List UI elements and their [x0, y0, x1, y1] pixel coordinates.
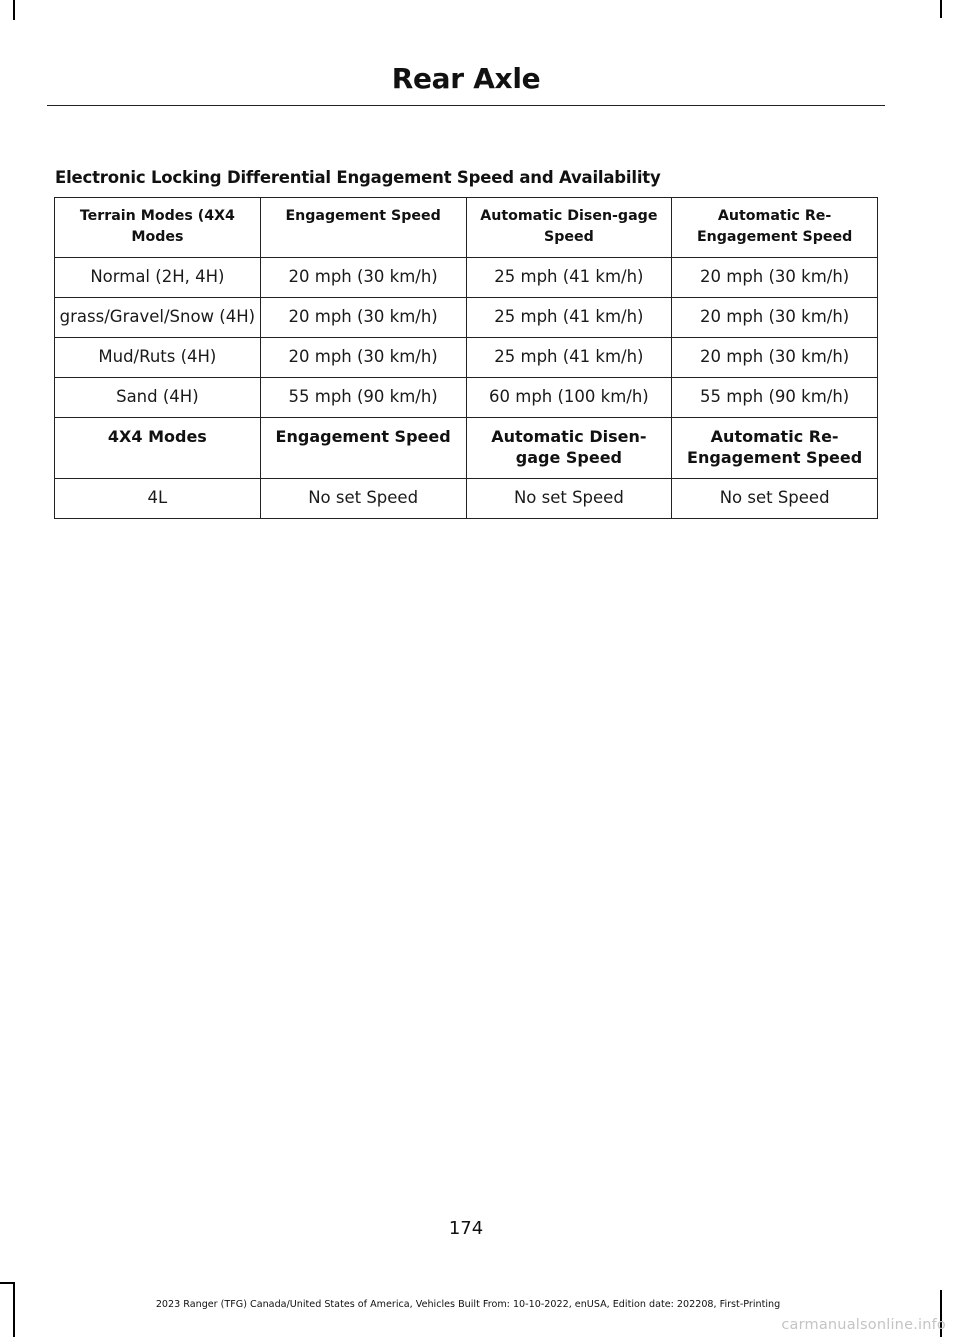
section-heading: Electronic Locking Differential Engagement Speed and Availability: [55, 168, 661, 187]
table-cell: 4L: [55, 479, 261, 519]
table-cell: No set Speed: [260, 479, 466, 519]
table-row: [55, 338, 878, 378]
table-subheader-row: [55, 418, 878, 479]
column-header-reengagement-speed: Automatic Re-Engagement Speed: [672, 418, 878, 479]
column-header-disengage-speed: Automatic Disen-gage Speed: [466, 198, 672, 258]
table-cell: 20 mph (30 km/h): [672, 298, 878, 338]
table-cell: 25 mph (41 km/h): [466, 258, 672, 298]
table-cell: 20 mph (30 km/h): [672, 338, 878, 378]
table-cell: 60 mph (100 km/h): [466, 378, 672, 418]
crop-mark-top-left: [13, 0, 15, 20]
column-header-4x4-modes: 4X4 Modes: [55, 418, 261, 479]
watermark: carmanualsonline.info: [781, 1317, 946, 1333]
table-cell: 20 mph (30 km/h): [260, 258, 466, 298]
engagement-speed-table: [54, 197, 878, 519]
table-cell: 20 mph (30 km/h): [260, 338, 466, 378]
page-title: Rear Axle: [391, 62, 541, 95]
table-header-row: [55, 198, 878, 258]
footer-edition-info: 2023 Ranger (TFG) Canada/United States of America, Vehicles Built From: 10-10-2022, enUSA, Edition date: 202208, First-Printing: [155, 1299, 781, 1310]
crop-mark-bottom-rule: [0, 1282, 14, 1284]
table-row: [55, 258, 878, 298]
table-cell: Mud/Ruts (4H): [55, 338, 261, 378]
column-header-engagement-speed: Engagement Speed: [260, 198, 466, 258]
table-cell: 20 mph (30 km/h): [672, 258, 878, 298]
column-header-engagement-speed: Engagement Speed: [260, 418, 466, 479]
page-number: 174: [448, 1218, 484, 1239]
table-row: [55, 378, 878, 418]
table-row: [55, 479, 878, 519]
table-cell: Sand (4H): [55, 378, 261, 418]
table-cell: 25 mph (41 km/h): [466, 338, 672, 378]
table-cell: grass/Gravel/Snow (4H): [55, 298, 261, 338]
table-cell: No set Speed: [466, 479, 672, 519]
table-cell: No set Speed: [672, 479, 878, 519]
crop-mark-top-right: [940, 0, 942, 18]
table-cell: 20 mph (30 km/h): [260, 298, 466, 338]
table-cell: 55 mph (90 km/h): [672, 378, 878, 418]
column-header-reengagement-speed: Automatic Re-Engagement Speed: [672, 198, 878, 258]
crop-mark-bottom-left: [13, 1282, 15, 1337]
column-header-disengage-speed: Automatic Disen-gage Speed: [466, 418, 672, 479]
column-header-terrain-modes: Terrain Modes (4X4 Modes: [55, 198, 261, 258]
table-cell: Normal (2H, 4H): [55, 258, 261, 298]
title-divider: [47, 105, 885, 106]
table-cell: 55 mph (90 km/h): [260, 378, 466, 418]
table-row: [55, 298, 878, 338]
table-cell: 25 mph (41 km/h): [466, 298, 672, 338]
